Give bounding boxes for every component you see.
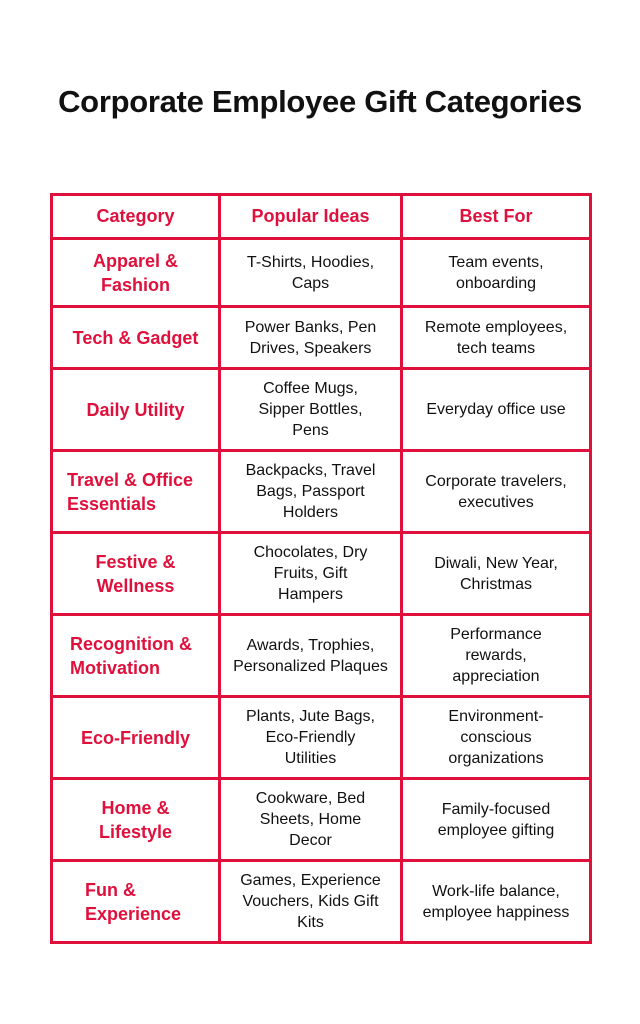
ideas-cell: Backpacks, Travel Bags, Passport Holders: [220, 451, 402, 533]
table-row: [52, 697, 591, 779]
ideas-cell: T-Shirts, Hoodies, Caps: [220, 239, 402, 307]
best-for-cell: Team events, onboarding: [402, 239, 591, 307]
table-row: [52, 307, 591, 369]
category-cell: Tech & Gadget: [52, 307, 220, 369]
ideas-cell: Awards, Trophies, Personalized Plaques: [220, 615, 402, 697]
table-row: [52, 533, 591, 615]
header-popular-ideas: Popular Ideas: [220, 195, 402, 239]
page-title: Corporate Employee Gift Categories: [58, 84, 582, 119]
table-row: [52, 779, 591, 861]
ideas-cell: Power Banks, Pen Drives, Speakers: [220, 307, 402, 369]
best-for-cell: Performance rewards, appreciation: [402, 615, 591, 697]
table-row: [52, 861, 591, 943]
best-for-cell: Family-focused employee gifting: [402, 779, 591, 861]
category-cell: Apparel & Fashion: [52, 239, 220, 307]
header-category: Category: [52, 195, 220, 239]
best-for-cell: Corporate travelers, executives: [402, 451, 591, 533]
table-row: [52, 451, 591, 533]
ideas-cell: Games, Experience Vouchers, Kids Gift Kits: [220, 861, 402, 943]
best-for-cell: Diwali, New Year, Christmas: [402, 533, 591, 615]
category-cell: Festive & Wellness: [52, 533, 220, 615]
ideas-cell: Coffee Mugs, Sipper Bottles, Pens: [220, 369, 402, 451]
table-header-row: [52, 195, 591, 239]
category-cell: Home & Lifestyle: [52, 779, 220, 861]
ideas-cell: Chocolates, Dry Fruits, Gift Hampers: [220, 533, 402, 615]
category-cell: Fun & Experience: [52, 861, 220, 943]
header-best-for: Best For: [402, 195, 591, 239]
category-cell: Daily Utility: [52, 369, 220, 451]
best-for-cell: Environment-conscious organizations: [402, 697, 591, 779]
category-cell: Recognition & Motivation: [52, 615, 220, 697]
table-row: [52, 615, 591, 697]
ideas-cell: Plants, Jute Bags, Eco-Friendly Utilities: [220, 697, 402, 779]
category-cell: Travel & Office Essentials: [52, 451, 220, 533]
best-for-cell: Everyday office use: [402, 369, 591, 451]
gift-categories-table: [50, 193, 592, 944]
best-for-cell: Remote employees, tech teams: [402, 307, 591, 369]
table-row: [52, 239, 591, 307]
ideas-cell: Cookware, Bed Sheets, Home Decor: [220, 779, 402, 861]
table-row: [52, 369, 591, 451]
category-cell: Eco-Friendly: [52, 697, 220, 779]
best-for-cell: Work-life balance, employee happiness: [402, 861, 591, 943]
